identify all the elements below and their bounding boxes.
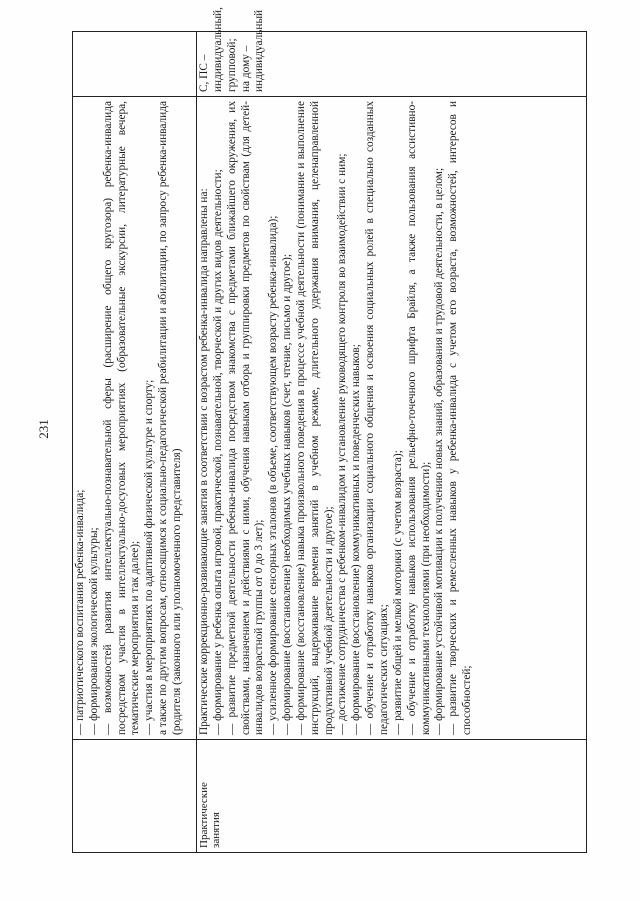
table-row bbox=[197, 32, 587, 853]
activity-type-cell: Практические занятия bbox=[197, 740, 587, 853]
rehabilitation-table bbox=[72, 7, 587, 853]
page-number: 231 bbox=[36, 419, 51, 439]
description-line: — возможностей развития интеллектуально-познавательной сферы (расширение общего кругозора) ребенка-инвалида посредством участия в интеллектуально-досуговых мероприятиях (образовательные экскурсии, литературные вечера, тематические мероприятия и так далее); bbox=[101, 101, 142, 735]
form-cell: С, ПС – индивидуальный, групповой; на дому – индивидуальный bbox=[197, 32, 587, 97]
description-line: — развитие общей и мелкой моторики (с учетом возраста); bbox=[391, 450, 404, 735]
table-row bbox=[73, 32, 197, 853]
description-line: — патриотического воспитания ребенка-инвалида; bbox=[74, 489, 86, 735]
description-line: а также по другим вопросам, относящимся к социально-педагогической реабилитации и абилитации, по запросу ребенка-инвалида (родителя (законного или уполномоченного представителя) bbox=[157, 101, 183, 735]
description-line: — развитие предметной деятельности ребенка-инвалида посредством знакомства с предметами ближайшего окружения, их свойствами, назначением и действиями с ними, обучения навыкам отбора и группировки предметов по свойствам (для детей-инвалидов возрастной группы от 0 до 3 лет); bbox=[225, 101, 266, 735]
description-line: — формирование (восстановление) коммуникативных и поведенческих навыков; bbox=[350, 344, 363, 735]
description-cell bbox=[73, 97, 197, 740]
description-line: — формирование у ребенка опыта игровой, практической, познавательной, творческой и других видов деятельности; bbox=[211, 169, 224, 735]
description-line: — усиленное формирование сенсорных эталонов (в объеме, соответствующем возрасту ребенка-инвалида); bbox=[267, 215, 280, 735]
description-line: — формирования экологической культуры; bbox=[87, 527, 100, 735]
activity-type-cell bbox=[73, 740, 197, 853]
rotated-table-container bbox=[72, 7, 586, 853]
description-line: — развитие творческих и ремесленных навыков у ребенка-инвалида с учетом его возраста, возможностей, интересов и способностей; bbox=[447, 101, 474, 735]
description-line: — формирование (восстановление) навыка произвольного поведения в процессе учебной деятельности (понимание и выполнение инструкций, выдерживание времени занятий в учебном режиме, длительного удержания внимания, целенаправленной продуктивной учебной деятельности и другое); bbox=[294, 101, 335, 735]
description-line: — достижение сотрудничества с ребенком-инвалидом и установление руководящего контроля во взаимодействии с ним; bbox=[336, 153, 349, 735]
description-line: — обучение и отработку навыков использования рельефно-точечного шрифта Брайля, а также пользования ассистивно-коммуникативными технологиями (при необходимости); bbox=[405, 101, 432, 735]
description-line: — формирование устойчивой мотивации к получению новых знаний, образования и трудовой деятельности, в целом; bbox=[433, 167, 446, 735]
form-cell bbox=[73, 32, 197, 97]
description-line: — обучение и отработку навыков организации социального общения и освоения социальных ролей в специально созданных педагогических ситуациях; bbox=[364, 101, 390, 735]
description-cell bbox=[197, 97, 587, 740]
description-line: Практические коррекционно-развивающие занятия в соответствии с возрастом ребенка-инвалида направлены на: bbox=[198, 188, 210, 735]
description-line: — формирование (восстановление) необходимых учебных навыков (счет, чтение, письмо и другое); bbox=[281, 253, 294, 735]
description-line: — участия в мероприятиях по адаптивной физической культуре и спорту; bbox=[143, 379, 156, 735]
